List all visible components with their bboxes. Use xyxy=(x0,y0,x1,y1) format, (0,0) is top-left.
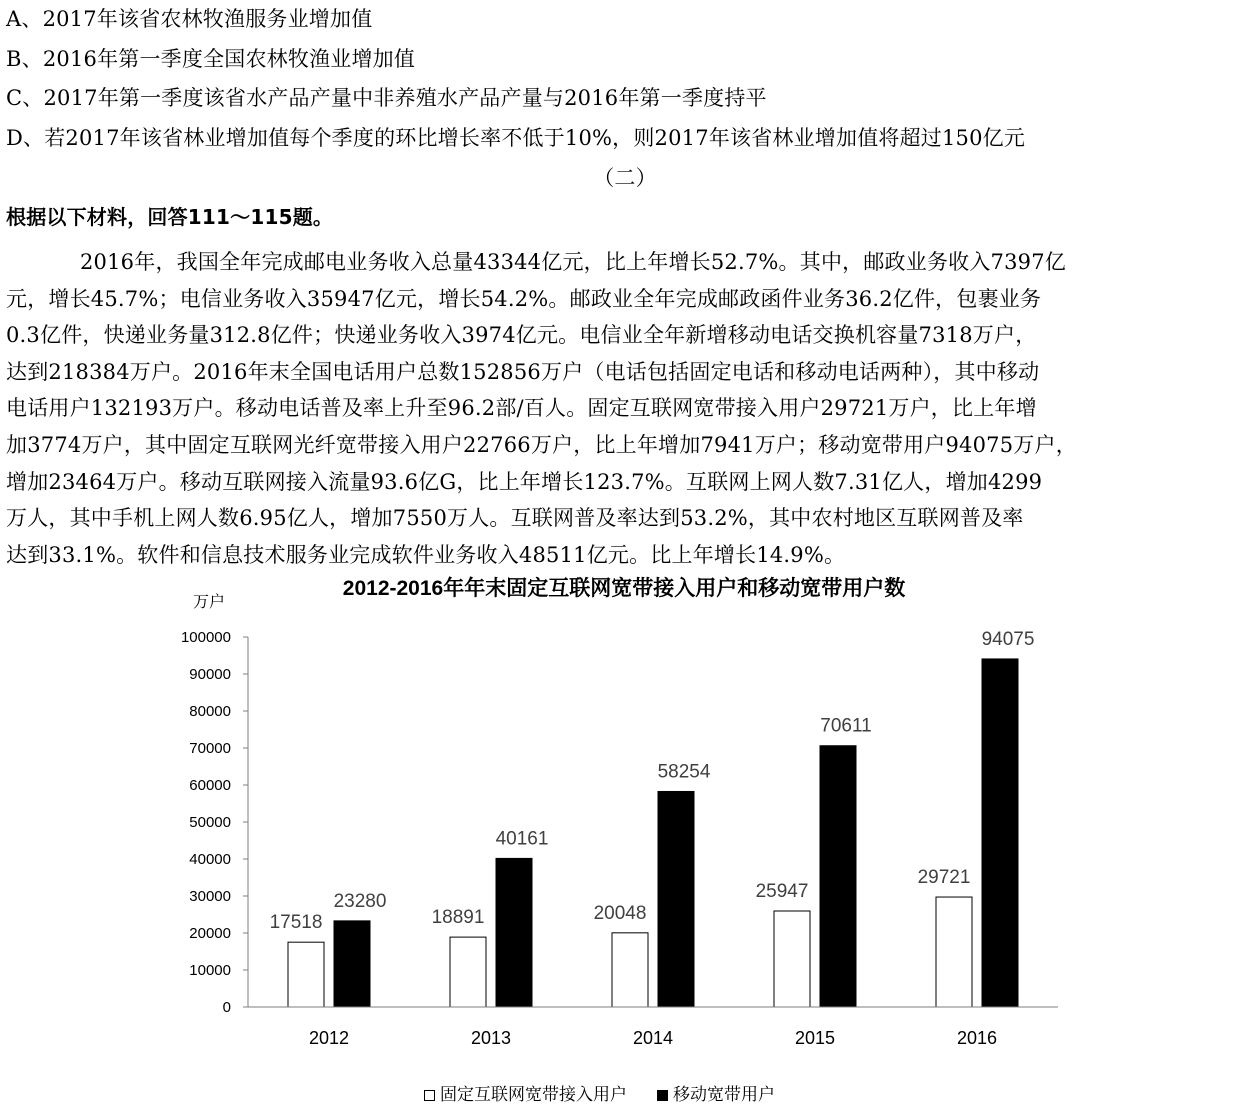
y-tick-label: 30000 xyxy=(189,888,231,905)
y-tick-label: 0 xyxy=(222,999,231,1016)
x-tick-label: 2012 xyxy=(308,1028,350,1048)
chart-legend xyxy=(424,1084,805,1106)
bar-fixed-broadband xyxy=(774,911,810,1007)
paragraph-line: 达到33.1%。软件和信息技术服务业完成软件业务收入48511亿元。比上年增长14.9%。 xyxy=(6,542,846,567)
paragraph-line: 元，增长45.7%；电信业务收入35947亿元，增长54.2%。邮政业全年完成邮政函件业务36.2亿件，包裹业务 xyxy=(6,286,1042,311)
paragraph-line: 加3774万户，其中固定互联网光纤宽带接入用户22766万户，比上年增加7941万户；移动宽带用户94075万户， xyxy=(6,432,1077,457)
bar-mobile-broadband xyxy=(658,791,694,1007)
question-instruction: 根据以下材料，回答111～115题。 xyxy=(6,205,334,229)
legend-item-mobile-broadband xyxy=(657,1084,775,1106)
y-tick-label: 80000 xyxy=(189,703,231,720)
legend-swatch-white xyxy=(424,1090,435,1101)
y-tick-label: 40000 xyxy=(189,851,231,868)
data-label: 29721 xyxy=(917,867,971,889)
paragraph-line: 电话用户132193万户。移动电话普及率上升至96.2部/百人。固定互联网宽带接入用户29721万户，比上年增 xyxy=(6,396,1037,421)
bar-fixed-broadband xyxy=(288,942,324,1007)
data-label: 58254 xyxy=(657,761,711,783)
y-tick-label: 20000 xyxy=(189,925,231,942)
data-label: 23280 xyxy=(333,890,387,912)
legend-label: 移动宽带用户 xyxy=(673,1085,775,1105)
data-label: 18891 xyxy=(431,907,485,929)
paragraph-line: 0.3亿件，快递业务量312.8亿件；快递业务收入3974亿元。电信业全年新增移动电话交换机容量7318万户， xyxy=(6,323,1037,348)
bar-mobile-broadband xyxy=(820,746,856,1007)
data-label: 20048 xyxy=(593,902,647,924)
legend-label: 固定互联网宽带接入用户 xyxy=(440,1085,627,1105)
y-tick-label: 10000 xyxy=(189,962,231,979)
paragraph-line: 达到218384万户。2016年末全国电话用户总数152856万户（电话包括固定电话和移动电话两种），其中移动 xyxy=(6,359,1040,384)
y-tick-label: 100000 xyxy=(180,629,231,646)
bar-fixed-broadband xyxy=(450,937,486,1007)
y-axis-unit: 万户 xyxy=(192,594,226,611)
data-label: 94075 xyxy=(981,628,1035,650)
y-tick-label: 50000 xyxy=(189,814,231,831)
x-tick-label: 2016 xyxy=(956,1028,998,1048)
x-tick-label: 2014 xyxy=(632,1028,674,1048)
bar-mobile-broadband xyxy=(334,921,370,1007)
x-tick-label: 2015 xyxy=(794,1028,836,1048)
data-label: 25947 xyxy=(755,880,809,902)
bar-mobile-broadband xyxy=(496,858,532,1007)
option-d: D、若2017年该省林业增加值每个季度的环比增长率不低于10%，则2017年该省林业增加值将超过150亿元 xyxy=(6,126,1026,150)
option-c: C、2017年第一季度该省水产品产量中非养殖水产品产量与2016年第一季度持平 xyxy=(6,86,767,110)
data-label: 17518 xyxy=(269,912,323,934)
bar-chart xyxy=(0,570,1250,1080)
y-tick-label: 60000 xyxy=(189,777,231,794)
material-paragraph xyxy=(6,244,1238,573)
chart-title: 2012-2016年年末固定互联网宽带接入用户和移动宽带用户数 xyxy=(342,577,906,600)
bar-fixed-broadband xyxy=(936,897,972,1007)
paragraph-line: 增加23464万户。移动互联网接入流量93.6亿G，比上年增长123.7%。互联网上网人数7.31亿人，增加4299 xyxy=(6,469,1043,494)
y-tick-label: 90000 xyxy=(189,666,231,683)
data-label: 70611 xyxy=(820,715,872,737)
option-a: A、2017年该省农林牧渔服务业增加值 xyxy=(6,7,373,31)
legend-swatch-black xyxy=(657,1090,668,1101)
x-tick-label: 2013 xyxy=(470,1028,512,1048)
bar-fixed-broadband xyxy=(612,933,648,1007)
data-label: 40161 xyxy=(495,828,549,850)
paragraph-line: 万人，其中手机上网人数6.95亿人，增加7550万人。互联网普及率达到53.2%，其中农村地区互联网普及率 xyxy=(6,506,1024,531)
option-b: B、2016年第一季度全国农林牧渔业增加值 xyxy=(6,47,416,71)
paragraph-line: 2016年，我国全年完成邮电业务收入总量43344亿元，比上年增长52.7%。其中，邮政业务收入7397亿 xyxy=(80,250,1066,274)
y-tick-label: 70000 xyxy=(189,740,231,757)
legend-item-fixed-broadband xyxy=(424,1084,627,1106)
section-marker: （二） xyxy=(593,166,657,190)
bar-mobile-broadband xyxy=(982,659,1018,1007)
